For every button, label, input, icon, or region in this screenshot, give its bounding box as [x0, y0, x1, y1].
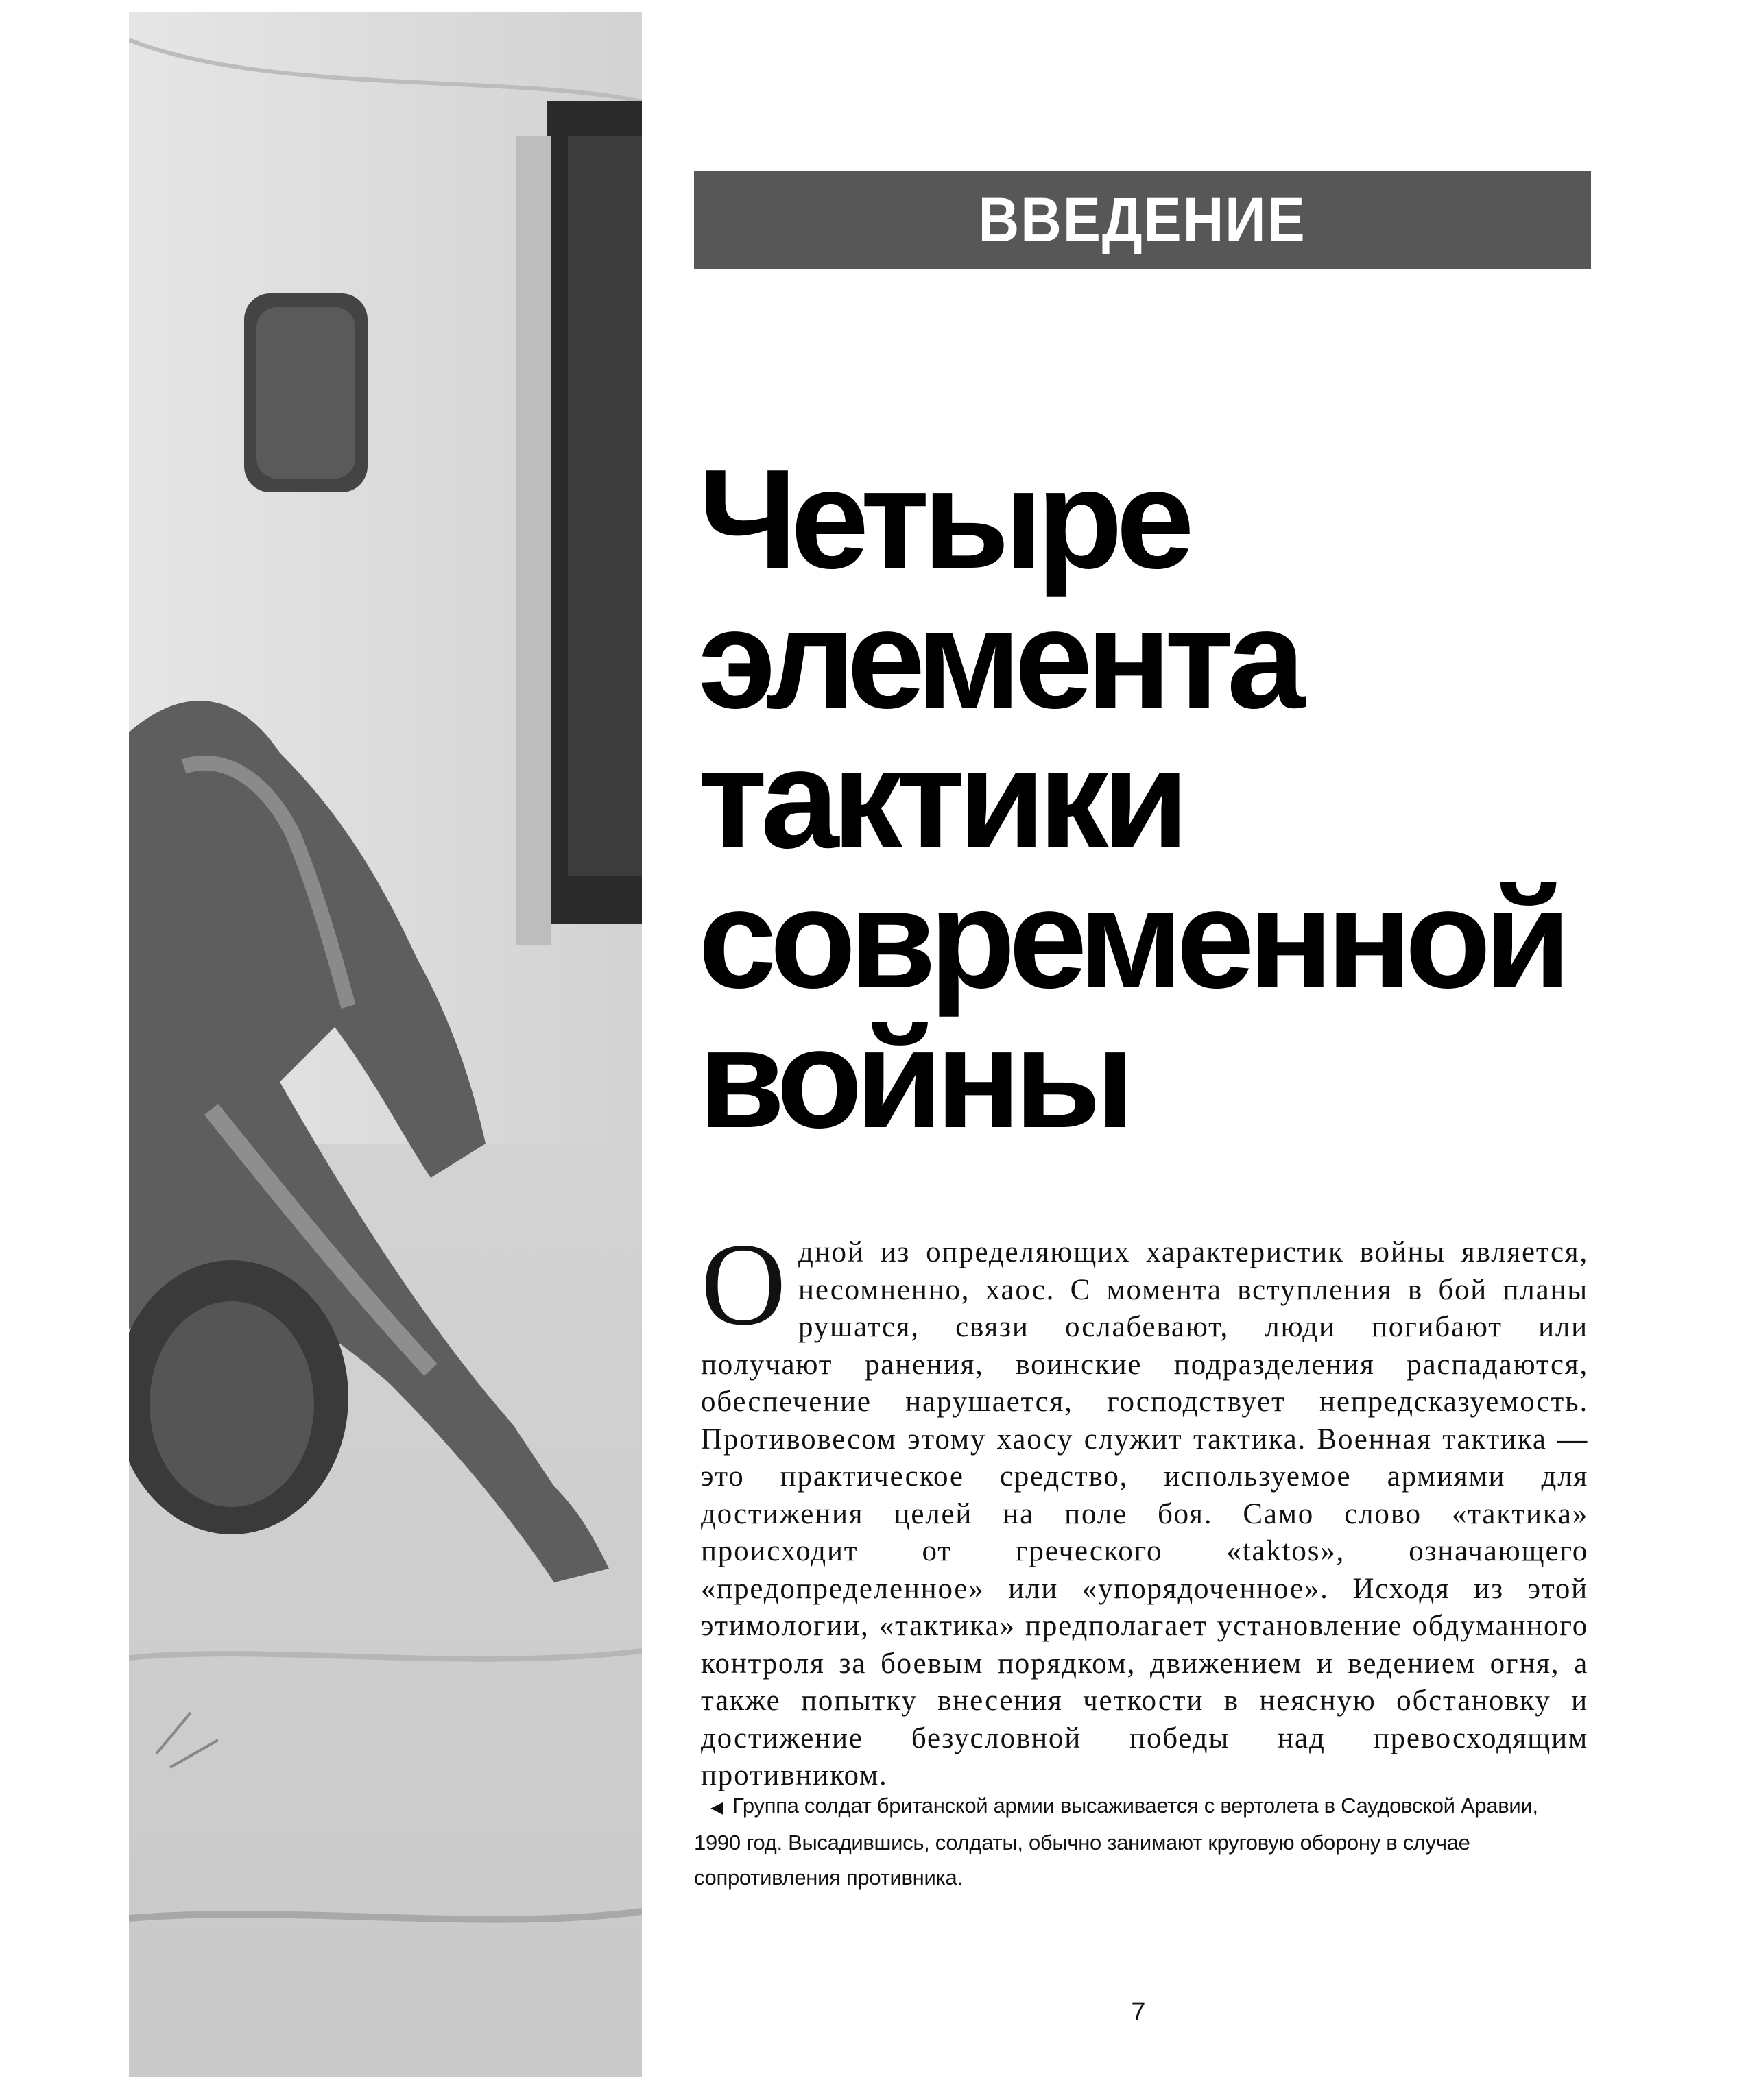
title-line: элемента: [698, 580, 1299, 738]
chapter-title: [698, 440, 1610, 1157]
photo-soldier-helicopter: [129, 12, 642, 2077]
intro-paragraph: [701, 1220, 1588, 1795]
intro-text: дной из определяющих характеристик войны является, несомненно, хаос. С момента вступления в бой планы рушатся, связи ослабевают, люди погибают или получают ранения, воинские подразделения распадаются, обеспечение нарушается, господствует непредсказуемость. Противовесом этому хаосу служит тактика. Военная тактика — это практическое средство, используемое армиями для достижения целей на поле боя. Само слово «тактика» происходит от греческого «taktos», означающего «предопределенное» или «упорядоченное». Исходя из этой этимологии, «тактика» предполагает установление обдуманного контроля за боевым порядком, движением и ведением огня, а также попытку внесения четкости в неясную обстановку и достижение безусловной победы над превосходящим противником.: [701, 1236, 1588, 1791]
title-line: Четыре: [698, 440, 1188, 598]
photo-illustration: [129, 12, 642, 2077]
section-header-band: [694, 171, 1591, 269]
caption-text: Группа солдат британской армии высаживается с вертолета в Саудовской Аравии, 1990 год. Высадившись, солдаты, обычно занимают круговую оборону в случае сопротивления противника.: [694, 1794, 1538, 1890]
caption-arrow-icon: ◀: [710, 1798, 723, 1817]
title-line: современной: [698, 860, 1564, 1017]
title-line: тактики: [698, 720, 1182, 878]
photo-caption: [694, 1788, 1586, 1895]
section-label: ВВЕДЕНИЕ: [979, 184, 1306, 255]
title-line: войны: [698, 1000, 1128, 1157]
page-number: 7: [1131, 1998, 1146, 2027]
dropcap-letter: О: [701, 1220, 788, 1350]
